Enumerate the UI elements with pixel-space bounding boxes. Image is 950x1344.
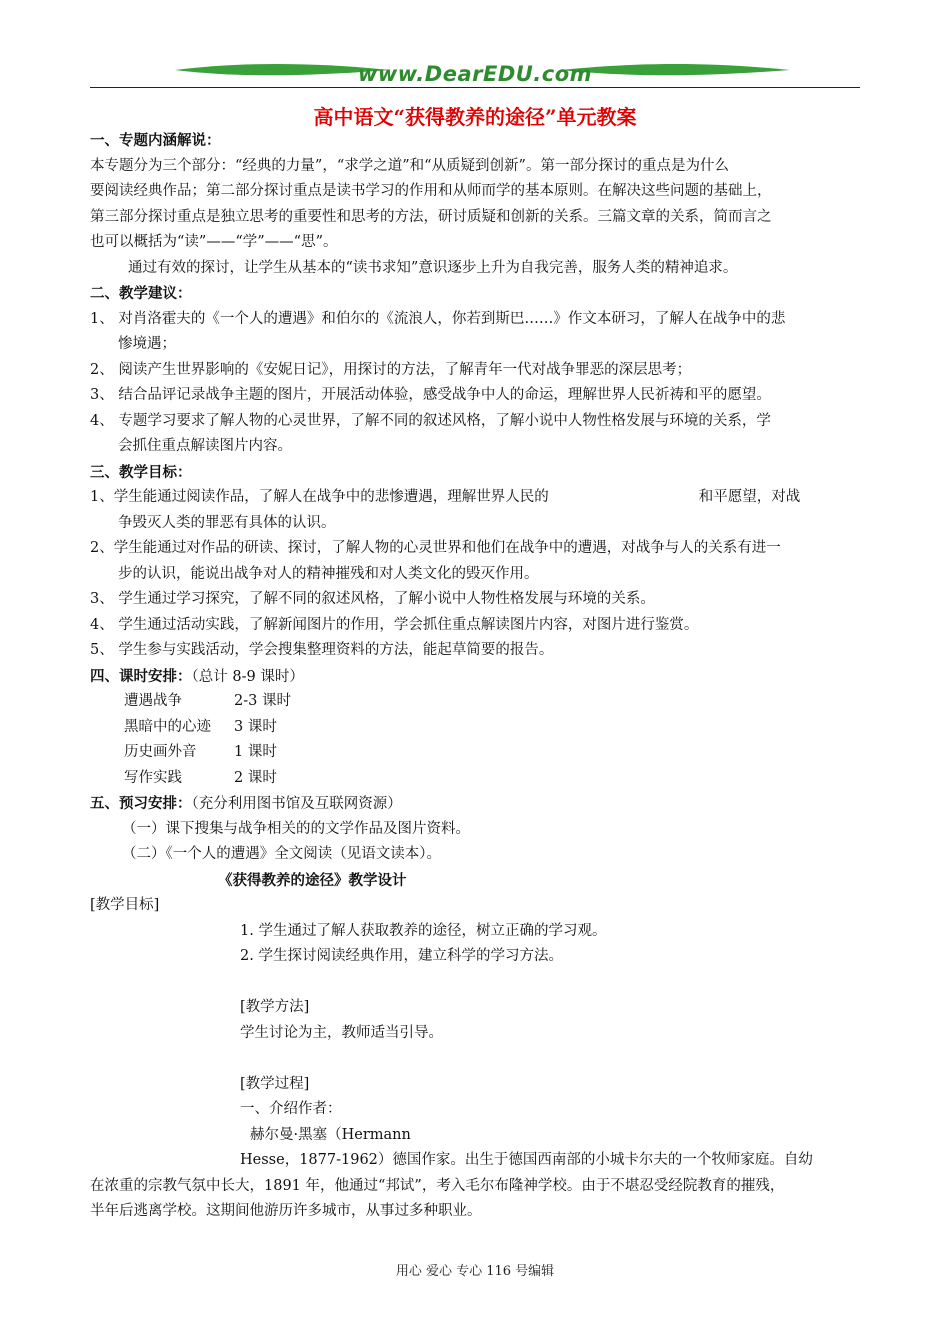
list-item: 5、 学生参与实践活动，学会搜集整理资料的方法，能起草简要的报告。	[90, 642, 554, 658]
section-heading: 四、课时安排：	[90, 667, 192, 685]
unit-hours: 3 课时	[234, 718, 277, 735]
list-item-continuation: 会抓住重点解读图片内容。	[118, 438, 292, 454]
design-label: [教学目标]	[90, 897, 160, 913]
list-item: 3、 结合品评记录战争主题的图片，开展活动体验，感受战争中人的命运，理解世界人民祈祷和平的愿望。	[90, 387, 771, 403]
list-item-continuation: 步的认识，能说出战争对人的精神摧残和对人类文化的毁灭作用。	[118, 565, 539, 582]
paragraph-line: 也可以概括为“读”——“学”——“思”。	[90, 234, 338, 250]
spacer	[90, 970, 865, 996]
author-name: 赫尔曼·黑塞（Hermann	[250, 1126, 411, 1143]
bio-line: 在浓重的宗教气氛中长大，1891 年，他通过“邦试”，考入毛尔布隆神学校。由于不堪忍受经院教育的摧残，	[90, 1177, 785, 1194]
bio-line: 半年后逃离学校。这期间他游历许多城市，从事过多种职业。	[90, 1203, 482, 1219]
paragraph-line: 本专题分为三个部分：“经典的力量”，“求学之道”和“从质疑到创新”。第一部分探讨的重点是为什么	[90, 157, 729, 174]
unit-name: 历史画外音	[124, 744, 197, 760]
list-item: 1、 对肖洛霍夫的《一个人的遭遇》和伯尔的《流浪人，你若到斯巴……》作文本研习，了解人在战争中的悲	[90, 310, 786, 327]
list-item	[90, 485, 865, 511]
paragraph-line: 通过有效的探讨，让学生从基本的“读书求知”意识逐步上升为自我完善，服务人类的精神追求。	[128, 259, 738, 276]
list-item: （二）《一个人的遭遇》全文阅读（见语文读本）。	[122, 846, 441, 862]
list-item: 4、 专题学习要求了解人物的心灵世界，了解不同的叙述风格，了解小说中人物性格发展与环境的关系，学	[90, 412, 771, 429]
list-item-text: 1、学生能通过阅读作品，了解人在战争中的悲惨遭遇，理解世界人民的	[90, 489, 549, 505]
paragraph-line: 要阅读经典作品；第二部分探讨重点是读书学习的作用和从师而学的基本原则。在解决这些问题的基础上，	[90, 183, 772, 199]
section-heading: 五、预习安排：	[90, 795, 192, 812]
list-item-continuation: 惨境遇；	[118, 336, 176, 352]
design-title: 《获得教养的途径》教学设计	[218, 871, 407, 889]
design-label: [教学方法]	[240, 999, 310, 1015]
section-heading: 三、教学目标：	[90, 463, 192, 481]
section-heading: 二、教学建议：	[90, 285, 192, 302]
list-item-continuation: 争毁灭人类的罪恶有具体的认识。	[118, 514, 336, 531]
unit-name: 黑暗中的心迹	[124, 718, 211, 735]
author-heading: 一、介绍作者：	[240, 1101, 342, 1117]
schedule-row	[90, 766, 865, 792]
spacer	[90, 1046, 865, 1072]
document-title: 高中语文“获得教养的途径”单元教案	[313, 105, 637, 129]
list-item: 4、 学生通过活动实践，了解新闻图片的作用，学会抓住重点解读图片内容，对图片进行鉴赏。	[90, 616, 699, 633]
list-item: 2、学生能通过对作品的研读、探讨，了解人物的心灵世界和他们在战争中的遭遇，对战争与人的关系有进一	[90, 540, 781, 556]
page-footer: 用心 爱心 专心 116 号编辑	[395, 1264, 555, 1279]
header-divider	[90, 87, 860, 88]
unit-name: 写作实践	[124, 769, 182, 786]
section-note: （总计 8-9 课时）	[191, 668, 304, 685]
section-heading-row	[90, 664, 865, 690]
paragraph-line: 第三部分探讨重点是独立思考的重要性和思考的方法，研讨质疑和创新的关系。三篇文章的关系，简而言之	[90, 208, 772, 225]
list-item: 3、 学生通过学习探究，了解不同的叙述风格，了解小说中人物性格发展与环境的关系。	[90, 591, 655, 607]
unit-name: 遭遇战争	[124, 693, 182, 709]
goal-item: 1. 学生通过了解人获取教养的途径，树立正确的学习观。	[240, 922, 607, 939]
document-body	[90, 128, 865, 1225]
section-heading: 一、专题内涵解说：	[90, 132, 221, 149]
goal-item: 2. 学生探讨阅读经典作用，建立科学的学习方法。	[240, 948, 563, 964]
section-note: （充分利用图书馆及互联网资源）	[191, 796, 402, 812]
schedule-row	[90, 689, 865, 715]
list-item-text: 和平愿望，对战	[698, 489, 801, 505]
method-text: 学生讨论为主，教师适当引导。	[240, 1024, 443, 1041]
schedule-row	[90, 715, 865, 741]
unit-hours: 2 课时	[234, 769, 277, 786]
schedule-row	[90, 740, 865, 766]
unit-hours: 1 课时	[234, 744, 277, 760]
site-logo[interactable]: www.DearEDU.com	[357, 62, 593, 86]
unit-hours: 2-3 课时	[234, 693, 291, 709]
design-label: [教学过程]	[240, 1075, 310, 1092]
bio-line: Hesse，1877-1962）德国作家。出生于德国西南部的小城卡尔夫的一个牧师家庭。自幼	[240, 1152, 813, 1168]
section-heading-row	[90, 791, 865, 817]
list-item: （一）课下搜集与战争相关的的文学作品及图片资料。	[122, 820, 470, 837]
list-item: 2、 阅读产生世界影响的《安妮日记》，用探讨的方法，了解青年一代对战争罪恶的深层思考；	[90, 361, 692, 378]
